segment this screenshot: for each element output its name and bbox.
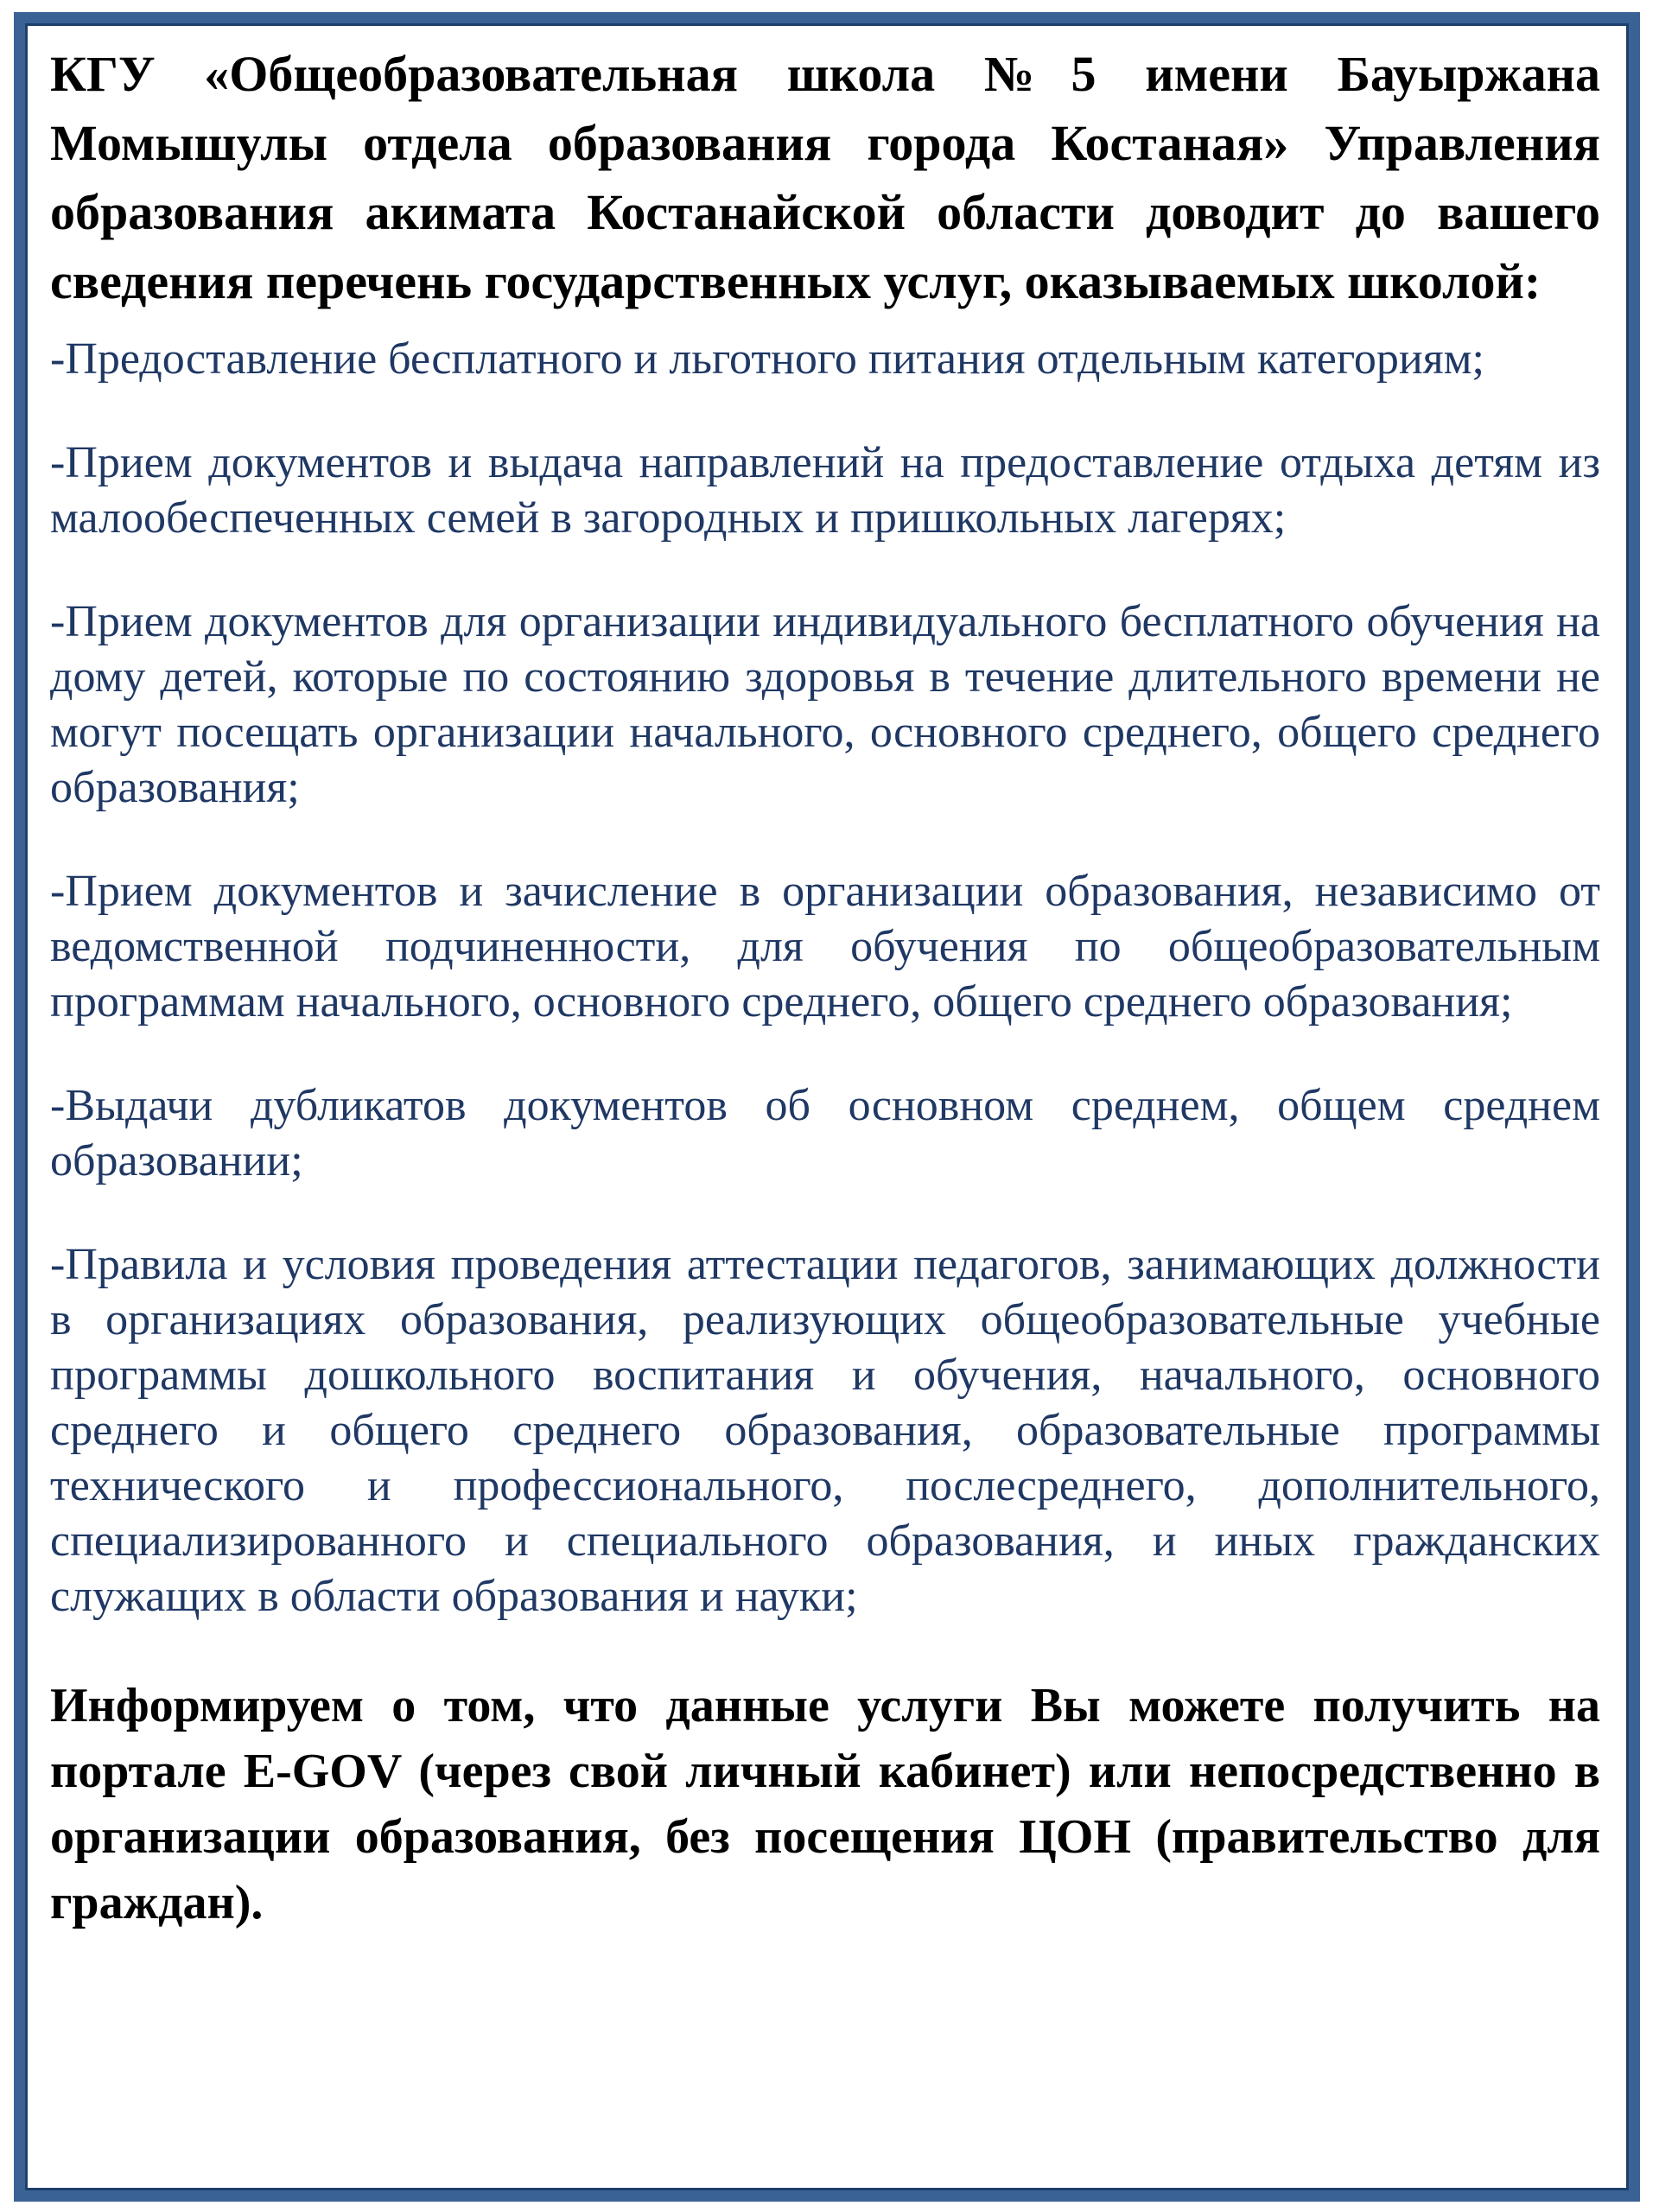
footer-note: Информируем о том, что данные услуги Вы можете получить на портале E-GOV (через свой личный кабинет) или непосредственно в организации образования, без посещения ЦОН (правительство для граждан). — [50, 1679, 1600, 1929]
service-item-1: -Предоставление бесплатного и льготного питания отдельным категориям; — [50, 334, 1484, 384]
page-border-inner — [25, 23, 1629, 2190]
service-item-5: -Выдачи дубликатов документов об основном среднем, общем среднем образовании; — [50, 1081, 1600, 1185]
service-item-4: -Прием документов и зачисление в организации образования, независимо от ведомственной подчиненности, для обучения по общеобразовательным программам начального, основного среднего, общего среднего образования; — [50, 867, 1600, 1027]
document-title: КГУ «Общеобразовательная школа №5 имени Бауыржана Момышулы отдела образования города Костаная» Управления образования акимата Костанайской области доводит до вашего сведения перечень государственных услуг, оказываемых школой: — [50, 46, 1600, 309]
service-item-6: -Правила и условия проведения аттестации педагогов, занимающих должности в организациях образования, реализующих общеобразовательные учебные программы дошкольного воспитания и обучения, начального, основного среднего и общего среднего образования, образовательные программы технического и профессионального, послесреднего, дополнительного, специализированного и специального образования, и иных гражданских служащих в области образования и науки; — [50, 1240, 1600, 1621]
page-border — [14, 12, 1640, 2202]
service-item-2: -Прием документов и выдача направлений на предоставление отдыха детям из малообеспеченных семей в загородных и пришкольных лагерях; — [50, 438, 1600, 543]
service-item-3: -Прием документов для организации индивидуального бесплатного обучения на дому детей, которые по состоянию здоровья в течение длительного времени не могут посещать организации начального, основного среднего, общего среднего образования; — [50, 597, 1600, 812]
